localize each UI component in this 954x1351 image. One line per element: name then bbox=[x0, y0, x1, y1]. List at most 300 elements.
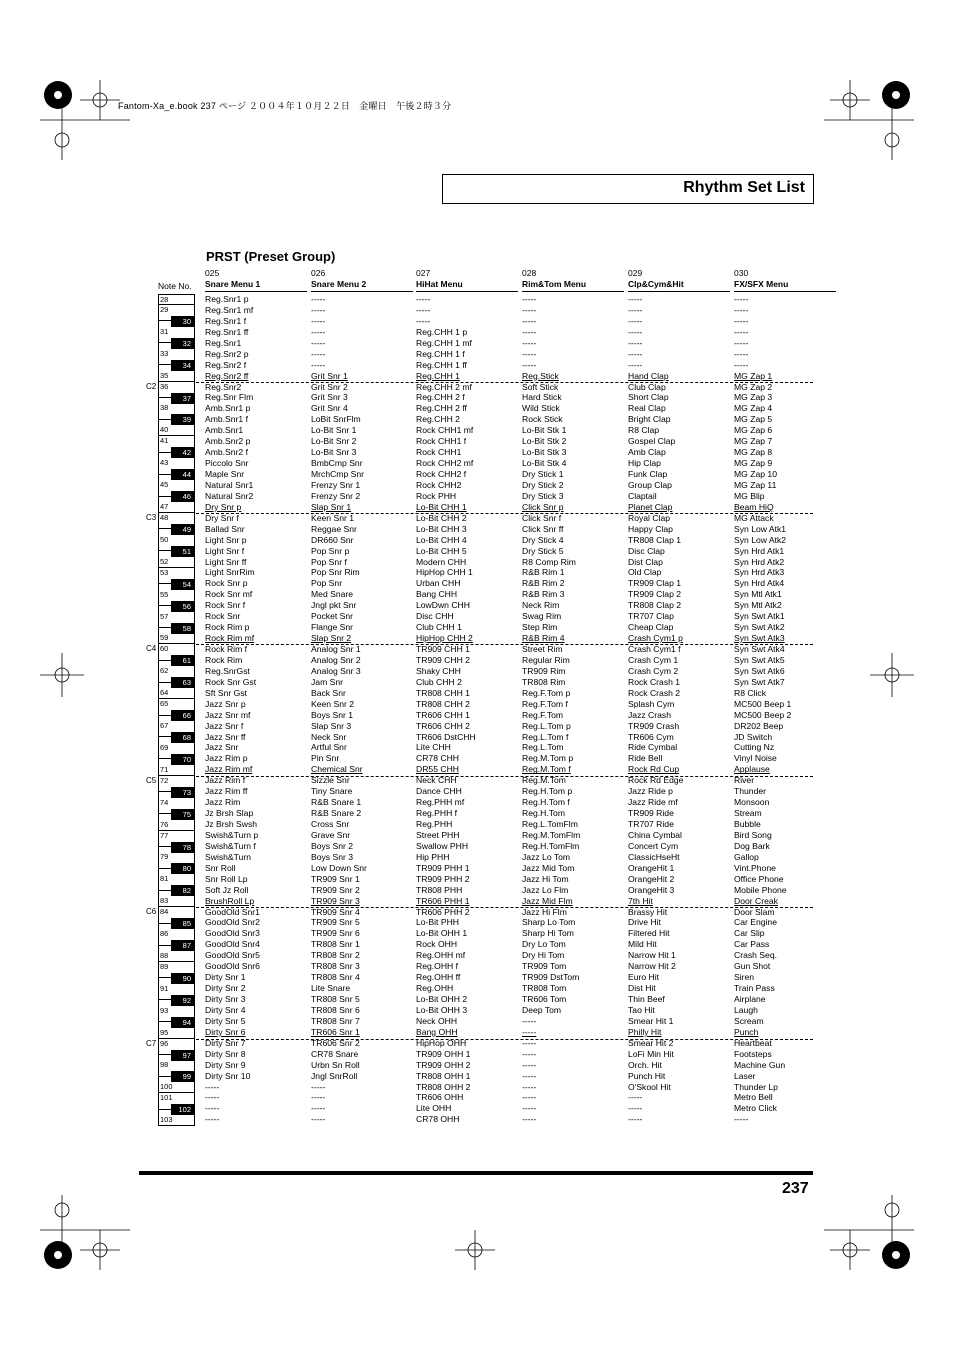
list-item: TR909 Snr 1 bbox=[311, 873, 360, 884]
list-item: Machine Gun bbox=[734, 1059, 786, 1070]
list-item: ----- bbox=[205, 1114, 220, 1125]
list-item: Dry Stick 1 bbox=[522, 469, 564, 479]
list-item: Flange Snr bbox=[311, 622, 354, 633]
list-item: Siren bbox=[734, 972, 755, 983]
list-item: Artful Snr bbox=[311, 742, 347, 753]
note-number: 99 bbox=[182, 1072, 191, 1082]
list-item: Rock Snr p bbox=[205, 578, 248, 589]
list-item: Reg.OHH bbox=[416, 983, 454, 994]
list-item: TR606 CHH 1 bbox=[416, 709, 470, 720]
list-item: Neck OHH bbox=[416, 1015, 458, 1026]
note-number: 32 bbox=[182, 338, 191, 348]
list-item: Car Engine bbox=[734, 917, 777, 928]
list-item: TR909 Rim bbox=[522, 665, 566, 676]
column-name: Rim&Tom Menu bbox=[522, 279, 587, 289]
black-key bbox=[171, 1017, 195, 1028]
page-number: 237 bbox=[782, 1180, 809, 1197]
list-item: Reg.Snr2 f bbox=[205, 359, 247, 370]
list-item: Reg.Snr2 p bbox=[205, 348, 249, 359]
list-item: Dry Stick 5 bbox=[522, 545, 564, 556]
list-item: ----- bbox=[311, 348, 326, 359]
list-item: Dance CHH bbox=[416, 786, 462, 797]
list-item: ----- bbox=[628, 359, 643, 370]
list-item: BmbCmp Snr bbox=[311, 458, 363, 469]
note-number: 63 bbox=[182, 678, 191, 688]
list-item: Reg.CHH 1 mf bbox=[416, 337, 472, 348]
black-key bbox=[171, 447, 195, 458]
list-item: CR78 Snare bbox=[311, 1048, 359, 1059]
list-item: Jazz Crash bbox=[628, 709, 671, 720]
note-number: 39 bbox=[182, 415, 191, 425]
list-item: TR808 Clap 2 bbox=[628, 600, 682, 611]
note-number: 30 bbox=[182, 316, 191, 326]
list-item: Dirty Snr 9 bbox=[205, 1059, 246, 1070]
list-item: Cross Snr bbox=[311, 819, 350, 829]
list-item: Swish&Turn bbox=[205, 851, 252, 862]
list-item: Swish&Turn f bbox=[205, 840, 256, 851]
list-item: Reg.CHH 2 mf bbox=[416, 381, 472, 392]
list-item: Jngl SnrRoll bbox=[311, 1070, 358, 1081]
list-item: ----- bbox=[311, 359, 326, 370]
list-item: MG Zap 8 bbox=[734, 447, 773, 458]
list-item: Rock Crash 1 bbox=[628, 676, 681, 687]
black-key bbox=[171, 469, 195, 480]
list-item: Dry Lo Tom bbox=[522, 939, 566, 950]
list-item: Rock Snr mf bbox=[205, 589, 253, 600]
list-item: Airplane bbox=[734, 994, 766, 1004]
list-item: Syn Swt Atk2 bbox=[734, 622, 785, 633]
list-item: Syn Mtl Atk2 bbox=[734, 600, 782, 611]
list-item: Amb.Snr2 p bbox=[205, 436, 251, 447]
list-item: GoodOld Snr4 bbox=[205, 939, 260, 950]
list-item: ----- bbox=[628, 337, 643, 348]
list-item: LoBit SnrFlm bbox=[311, 414, 361, 425]
list-item: Jam Snr bbox=[311, 676, 343, 687]
list-item: Funk Clap bbox=[628, 469, 668, 479]
list-item: Sft Snr Gst bbox=[205, 687, 248, 698]
list-item: JD Switch bbox=[734, 731, 773, 742]
note-number: 51 bbox=[182, 546, 191, 556]
column-list bbox=[522, 294, 626, 1125]
list-item: Crash Cym 1 bbox=[628, 654, 679, 665]
list-item: TR606 OHH bbox=[416, 1092, 464, 1103]
list-item: TR909 DstTom bbox=[522, 972, 580, 983]
list-item: Jazz Hi Flm bbox=[522, 906, 567, 917]
list-item: Applause bbox=[734, 764, 770, 775]
note-number: 83 bbox=[160, 896, 169, 906]
list-item: Reg.PHH mf bbox=[416, 797, 465, 808]
list-item: MG Zap 9 bbox=[734, 458, 773, 469]
list-item: Lite Snare bbox=[311, 983, 351, 994]
octave-label: C2 bbox=[146, 381, 157, 391]
list-item: MrchCmp Snr bbox=[311, 469, 365, 479]
list-item: Jz Brsh Swsh bbox=[205, 819, 258, 829]
note-number: 84 bbox=[160, 907, 169, 917]
list-item: Rock CHH2 f bbox=[416, 469, 467, 479]
list-item: Syn Swt Atk4 bbox=[734, 644, 785, 654]
note-number: 97 bbox=[182, 1050, 191, 1060]
list-item: Pop Snr bbox=[311, 578, 343, 589]
note-number: 28 bbox=[160, 295, 169, 304]
list-item: MG Zap 5 bbox=[734, 414, 773, 425]
list-item: Jazz Rim bbox=[205, 797, 241, 808]
list-item: R8 Clap bbox=[628, 425, 660, 436]
list-item: Door Slam bbox=[734, 906, 775, 917]
black-key bbox=[171, 710, 195, 721]
list-item: ----- bbox=[522, 1092, 537, 1103]
list-item: Click Snr f bbox=[522, 512, 562, 523]
list-item: Reg.CHH 1 ff bbox=[416, 359, 467, 370]
list-item: Jazz Lo Tom bbox=[522, 851, 571, 862]
list-item: Reg.H.TomFlm bbox=[522, 840, 580, 851]
list-item: Jazz Snr mf bbox=[205, 709, 251, 720]
list-item: Keen Snr 2 bbox=[311, 698, 354, 709]
list-item: MG Zap 1 bbox=[734, 370, 773, 381]
list-item: Lo-Bit CHH 5 bbox=[416, 545, 467, 556]
note-number: 93 bbox=[160, 1005, 169, 1015]
list-item: Analog Snr 1 bbox=[311, 644, 361, 654]
list-item: Crash Seq. bbox=[734, 950, 777, 961]
list-item: Reg.L.Tom p bbox=[522, 720, 571, 731]
list-item: Jazz Rim ff bbox=[205, 786, 248, 797]
list-item: Cutting Nz bbox=[734, 742, 775, 753]
list-item: TR808 Snr 5 bbox=[311, 994, 360, 1004]
list-item: Lo-Bit CHH 1 bbox=[416, 501, 467, 512]
list-item: MG Zap 6 bbox=[734, 425, 773, 436]
list-item: Dry Stick 3 bbox=[522, 490, 564, 501]
list-item: Natural Snr1 bbox=[205, 479, 254, 490]
list-item: Reg.OHH mf bbox=[416, 950, 466, 961]
list-item: Rock Snr f bbox=[205, 600, 246, 611]
list-item: Natural Snr2 bbox=[205, 490, 254, 501]
list-item: ----- bbox=[522, 1070, 537, 1081]
list-item: CR78 OHH bbox=[416, 1114, 460, 1125]
list-item: Hip PHH bbox=[416, 851, 450, 862]
list-item: Dirty Snr 3 bbox=[205, 994, 246, 1004]
list-item: MG Attack bbox=[734, 512, 774, 523]
list-item: TR909 Snr 4 bbox=[311, 906, 360, 917]
list-item: Lo-Bit CHH 4 bbox=[416, 534, 467, 545]
list-item: ----- bbox=[628, 1092, 643, 1103]
note-number: 34 bbox=[182, 360, 191, 370]
list-item: Reg.M.TomFlm bbox=[522, 829, 581, 840]
note-number: 91 bbox=[160, 983, 169, 993]
list-item: Reg.SnrGst bbox=[205, 665, 250, 676]
section-title: PRST (Preset Group) bbox=[206, 249, 336, 264]
list-item: Analog Snr 3 bbox=[311, 665, 361, 676]
note-number: 56 bbox=[182, 601, 191, 611]
list-item: Lo-Bit Stk 3 bbox=[522, 447, 567, 458]
list-item: TR606 CHH 2 bbox=[416, 720, 470, 731]
list-item: Reg.CHH 2 bbox=[416, 414, 460, 425]
list-item: ----- bbox=[522, 304, 537, 315]
list-item: Claptail bbox=[628, 490, 657, 501]
list-item: Step Rim bbox=[522, 622, 558, 633]
list-item: Concert Cym bbox=[628, 840, 679, 851]
list-item: Disc Clap bbox=[628, 545, 665, 556]
list-item: Brassy Hit bbox=[628, 906, 668, 917]
list-item: MG Blip bbox=[734, 490, 765, 501]
list-item: Mild Hit bbox=[628, 939, 657, 950]
list-item: Train Pass bbox=[734, 983, 775, 994]
list-item: GoodOld Snr5 bbox=[205, 950, 260, 961]
list-item: Dirty Snr 5 bbox=[205, 1015, 246, 1026]
list-item: ----- bbox=[628, 326, 643, 337]
list-item: Piccolo Snr bbox=[205, 458, 249, 469]
black-key bbox=[171, 1071, 195, 1082]
list-item: Club Clap bbox=[628, 381, 666, 392]
list-item: Dry Hi Tom bbox=[522, 950, 565, 961]
note-number: 64 bbox=[160, 688, 169, 698]
list-item: TR909 OHH 1 bbox=[416, 1048, 471, 1059]
list-item: TR606 Snr 2 bbox=[311, 1037, 360, 1048]
list-item: Syn Low Atk2 bbox=[734, 534, 787, 545]
note-number: 90 bbox=[182, 973, 191, 983]
list-item: Club CHH 1 bbox=[416, 622, 462, 633]
list-item: Grit Snr 3 bbox=[311, 392, 348, 403]
list-item: ----- bbox=[311, 1092, 326, 1103]
note-number: 72 bbox=[160, 775, 169, 785]
list-item: ----- bbox=[416, 315, 431, 326]
list-item: Syn Swt Atk1 bbox=[734, 611, 785, 622]
list-item: Amb.Snr1 f bbox=[205, 414, 248, 425]
black-key bbox=[171, 655, 195, 666]
list-item: Dog Bark bbox=[734, 840, 770, 851]
list-item: Swallow PHH bbox=[416, 840, 469, 851]
list-item: Rock CHH1 bbox=[416, 447, 462, 458]
note-number: 66 bbox=[182, 711, 191, 721]
list-item: Click Snr ff bbox=[522, 523, 564, 534]
list-item: R&B Rim 3 bbox=[522, 589, 565, 600]
list-item: TR909 OHH 2 bbox=[416, 1059, 471, 1070]
list-item: Maple Snr bbox=[205, 469, 245, 479]
list-item: Jazz Rim mf bbox=[205, 764, 253, 775]
list-item: Hip Clap bbox=[628, 458, 661, 469]
column-number: 030 bbox=[734, 268, 749, 278]
list-item: Reg.M.Tom f bbox=[522, 764, 571, 775]
footer-rule bbox=[139, 1171, 813, 1175]
black-key bbox=[171, 360, 195, 371]
list-item: TR909 Crash bbox=[628, 720, 680, 731]
list-item: Rock Snr Gst bbox=[205, 676, 257, 687]
list-item: Thunder bbox=[734, 786, 767, 797]
note-number: 89 bbox=[160, 961, 169, 971]
note-number: 53 bbox=[160, 567, 169, 577]
list-item: Crash Cym1 f bbox=[628, 644, 681, 654]
list-item: ----- bbox=[522, 359, 537, 370]
black-key bbox=[171, 885, 195, 896]
list-item: Grit Snr 2 bbox=[311, 381, 348, 392]
list-item: Jazz Mid Flm bbox=[522, 895, 573, 906]
list-item: Reg.F.Tom bbox=[522, 709, 564, 720]
list-item: Short Clap bbox=[628, 392, 669, 403]
note-number: 50 bbox=[160, 534, 169, 544]
list-item: Sharp Hi Tom bbox=[522, 928, 574, 939]
list-item: Lo-Bit Snr 3 bbox=[311, 447, 357, 458]
note-number: 87 bbox=[182, 941, 191, 951]
list-item: GoodOld Snr2 bbox=[205, 917, 260, 928]
list-item: Tao Hit bbox=[628, 1004, 655, 1015]
list-item: ----- bbox=[311, 1114, 326, 1125]
list-item: Lo-Bit CHH 3 bbox=[416, 523, 467, 534]
list-item: Swag Rim bbox=[522, 611, 562, 622]
list-item: Amb.Snr1 bbox=[205, 425, 244, 436]
note-number: 76 bbox=[160, 819, 169, 829]
list-item: Car Pass bbox=[734, 939, 770, 950]
list-item: TR606 Snr 1 bbox=[311, 1026, 360, 1037]
list-item: Reg.CHH 1 p bbox=[416, 326, 468, 337]
list-item: ----- bbox=[522, 1081, 537, 1092]
list-item: Grit Snr 4 bbox=[311, 403, 348, 414]
list-item: DR55 CHH bbox=[416, 764, 459, 775]
note-number: 54 bbox=[182, 579, 191, 589]
list-item: ----- bbox=[522, 315, 537, 326]
list-item: TR808 Rim bbox=[522, 676, 566, 687]
list-item: Reg.L.TomFlm bbox=[522, 819, 578, 829]
list-item: Back Snr bbox=[311, 687, 346, 698]
note-no-label: Note No. bbox=[158, 281, 192, 291]
note-number: 52 bbox=[160, 556, 169, 566]
list-item: Wild Stick bbox=[522, 403, 560, 414]
list-item: Syn Swt Atk3 bbox=[734, 633, 785, 644]
list-item: R8 Click bbox=[734, 687, 766, 698]
black-key bbox=[171, 623, 195, 634]
list-item: ----- bbox=[522, 337, 537, 348]
list-item: Narrow Hit 1 bbox=[628, 950, 676, 961]
note-number: 74 bbox=[160, 797, 169, 807]
list-item: Club CHH 2 bbox=[416, 676, 462, 687]
note-number: 58 bbox=[182, 623, 191, 633]
list-item: O'Skool Hit bbox=[628, 1081, 671, 1092]
black-key bbox=[171, 940, 195, 951]
list-item: Reg.Snr1 f bbox=[205, 315, 247, 326]
list-item: ----- bbox=[522, 1026, 537, 1037]
list-item: Vint.Phone bbox=[734, 862, 776, 873]
note-number: 92 bbox=[182, 995, 191, 1005]
list-item: Frenzy Snr 2 bbox=[311, 490, 361, 501]
list-item: TR808 Clap 1 bbox=[628, 534, 682, 545]
list-item: TR808 Snr 3 bbox=[311, 961, 360, 972]
list-item: HipHop OHH bbox=[416, 1037, 467, 1048]
list-item: Syn Hrd Atk3 bbox=[734, 567, 785, 578]
list-item: Amb.Snr1 p bbox=[205, 403, 251, 414]
list-item: Dry Snr p bbox=[205, 501, 242, 512]
list-item: Regular Rim bbox=[522, 654, 570, 665]
list-item: Office Phone bbox=[734, 873, 784, 884]
list-item: Lo-Bit PHH bbox=[416, 917, 459, 928]
list-item: Syn Mtl Atk1 bbox=[734, 589, 782, 600]
black-key bbox=[171, 1104, 195, 1115]
octave-label: C4 bbox=[146, 644, 157, 654]
list-item: Urbn Sn Roll bbox=[311, 1059, 360, 1070]
list-item: MG Zap 11 bbox=[734, 479, 777, 490]
list-item: Bubble bbox=[734, 819, 761, 829]
list-item: ----- bbox=[522, 294, 537, 304]
list-item: ----- bbox=[311, 1081, 326, 1092]
list-item: GoodOld Snr3 bbox=[205, 928, 260, 939]
list-item: Dirty Snr 10 bbox=[205, 1070, 251, 1081]
column-name: Snare Menu 2 bbox=[311, 279, 367, 289]
list-item: Slap Snr 2 bbox=[311, 633, 352, 644]
list-item: Drive Hit bbox=[628, 917, 661, 928]
list-item: Snr Roll bbox=[205, 862, 236, 873]
list-item: Rock Stick bbox=[522, 414, 563, 425]
list-item: Reg.CHH 2 ff bbox=[416, 403, 467, 414]
list-item: Group Clap bbox=[628, 479, 672, 490]
list-item: TR909 Clap 2 bbox=[628, 589, 682, 600]
list-item: DR202 Beep bbox=[734, 720, 784, 731]
list-item: ----- bbox=[734, 304, 749, 315]
note-number: 88 bbox=[160, 950, 169, 960]
column-header bbox=[311, 268, 413, 292]
list-item: TR808 Snr 2 bbox=[311, 950, 360, 961]
black-key bbox=[171, 863, 195, 874]
list-item: Dist Clap bbox=[628, 556, 663, 567]
list-item: Grit Snr 1 bbox=[311, 370, 348, 381]
note-number: 62 bbox=[160, 666, 169, 676]
list-item: ----- bbox=[205, 1103, 220, 1114]
list-item: Real Clap bbox=[628, 403, 666, 414]
list-item: ----- bbox=[628, 348, 643, 359]
list-item: Jazz Lo Flm bbox=[522, 884, 569, 895]
list-item: ----- bbox=[734, 315, 749, 326]
list-item: R8 Comp Rim bbox=[522, 556, 576, 567]
list-item: Heartbeat bbox=[734, 1037, 772, 1048]
note-number: 71 bbox=[160, 764, 169, 774]
list-item: Boys Snr 1 bbox=[311, 709, 354, 720]
list-item: Disc CHH bbox=[416, 611, 454, 622]
list-item: Reg.F.Tom f bbox=[522, 698, 568, 709]
list-item: Rock Rim f bbox=[205, 644, 248, 654]
list-item: OrangeHit 3 bbox=[628, 884, 675, 895]
list-item: Dirty Snr 2 bbox=[205, 983, 246, 994]
list-item: Door Creak bbox=[734, 895, 778, 906]
list-item: GoodOld Snr6 bbox=[205, 961, 260, 972]
list-item: ----- bbox=[628, 315, 643, 326]
note-number: 47 bbox=[160, 502, 169, 512]
list-item: Metro Bell bbox=[734, 1092, 773, 1103]
list-item: TR606 PHH 1 bbox=[416, 895, 470, 906]
list-item: TR909 Snr 2 bbox=[311, 884, 360, 895]
list-item: ----- bbox=[311, 304, 326, 315]
list-item: Bang OHH bbox=[416, 1026, 458, 1037]
note-number: 38 bbox=[160, 403, 169, 413]
list-item: Ride Bell bbox=[628, 753, 663, 764]
octave-label: C6 bbox=[146, 907, 157, 917]
column-header bbox=[205, 268, 307, 292]
list-item: Bird Song bbox=[734, 829, 772, 840]
list-item: Punch Hit bbox=[628, 1070, 666, 1081]
list-item: Car Slip bbox=[734, 928, 765, 939]
list-item: Light SnrRim bbox=[205, 567, 255, 578]
note-number: 85 bbox=[182, 919, 191, 929]
list-item: ----- bbox=[734, 359, 749, 370]
list-item: Splash Cym bbox=[628, 698, 675, 709]
list-item: Monsoon bbox=[734, 797, 770, 808]
list-item: Reg.CHH 1 f bbox=[416, 348, 465, 359]
list-item: Scream bbox=[734, 1015, 764, 1026]
list-item: Med Snare bbox=[311, 589, 354, 600]
list-item: Reg.H.Tom f bbox=[522, 797, 570, 808]
list-item: Urban CHH bbox=[416, 578, 461, 589]
column-name: HiHat Menu bbox=[416, 279, 463, 289]
list-item: CR78 CHH bbox=[416, 753, 459, 764]
black-key bbox=[171, 787, 195, 798]
page-title: Rhythm Set List bbox=[683, 179, 805, 196]
list-item: Syn Swt Atk5 bbox=[734, 654, 785, 665]
list-item: Crash Cym 2 bbox=[628, 665, 679, 676]
note-number: 80 bbox=[182, 864, 191, 874]
